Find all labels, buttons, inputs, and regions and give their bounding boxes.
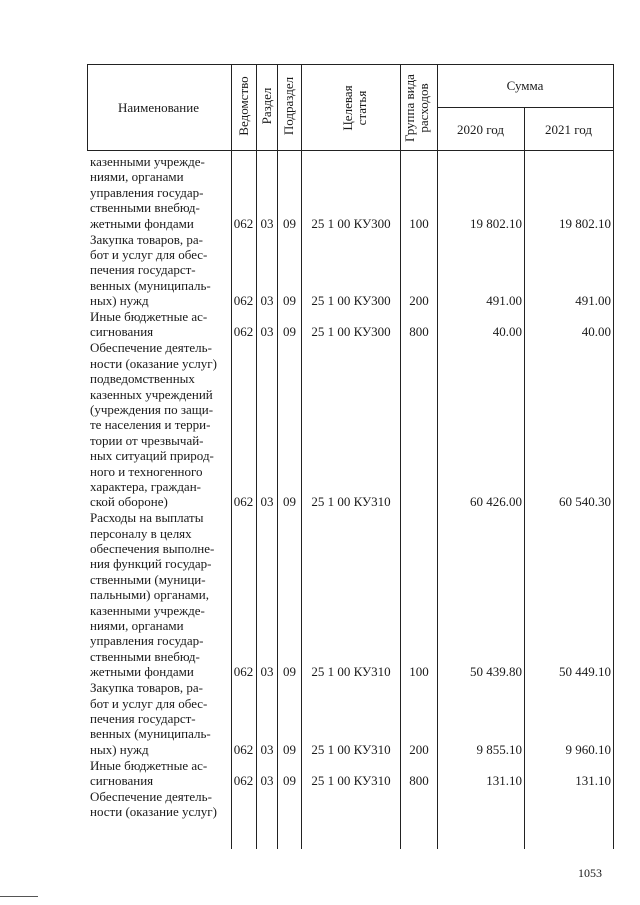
cell-group: 200	[409, 293, 429, 309]
row-name-line: управления государ-	[90, 633, 204, 649]
cell-group: 800	[409, 324, 429, 340]
row-name-line: ных ситуаций природ-	[90, 448, 214, 464]
row-name-line: Обеспечение деятель-	[90, 340, 212, 356]
row-name-line: сигнования	[90, 773, 154, 788]
cell-subsection: 09	[283, 215, 296, 231]
row-name-line: ственными внебюд-	[90, 200, 200, 216]
cell-sum-2021: 60 540.30	[559, 494, 611, 510]
cell-group: 800	[409, 773, 429, 788]
row-name-line: персоналу в целях	[90, 525, 192, 541]
header-expense-group	[403, 68, 433, 148]
cell-target: 25 1 00 КУ300	[311, 324, 391, 340]
cell-section: 03	[260, 664, 274, 680]
table-top-border	[87, 64, 614, 65]
row-name-line: жетными фондами	[90, 664, 194, 680]
header-sum: Сумма	[506, 78, 544, 93]
col-sep-subsection	[301, 64, 302, 849]
header-section: Раздел	[259, 87, 274, 125]
cell-sum-2020: 19 802.10	[470, 215, 522, 231]
header-target-line-1: Целевая	[340, 85, 355, 131]
row-name-line: ных) нужд	[90, 741, 149, 757]
cell-subsection: 09	[283, 664, 296, 680]
row-name-line: бот и услуг для обес-	[90, 695, 208, 711]
cell-target: 25 1 00 КУ300	[311, 293, 391, 309]
row-name-line: сигнования	[90, 324, 154, 340]
table-left-border	[87, 64, 88, 151]
row-name-line: ности (оказание услуг)	[90, 804, 217, 820]
cell-sum-2020: 9 855.10	[476, 741, 522, 757]
scan-mark	[0, 896, 38, 897]
row-name-line: казенными учрежде-	[90, 154, 205, 169]
cell-sum-2021: 9 960.10	[565, 741, 611, 757]
cell-sum-2021: 50 449.10	[559, 664, 611, 680]
cell-sum-2021: 19 802.10	[559, 215, 611, 231]
row-name-line: ных) нужд	[90, 293, 149, 309]
header-group-line-2: расходов	[416, 83, 431, 133]
cell-section: 03	[260, 494, 274, 510]
sum-divider	[437, 107, 614, 108]
header-target-line-2: статья	[354, 90, 369, 126]
cell-sum-2020: 60 426.00	[470, 494, 522, 510]
row-name-line: подведомственных	[90, 371, 195, 387]
row-name-line: казенными учрежде-	[90, 602, 205, 618]
row-name-line: те населения и терри-	[90, 417, 211, 433]
row-name-line: венных (муниципаль-	[90, 726, 211, 742]
cell-sum-2021: 131.10	[575, 773, 611, 788]
row-name-line: казенных учреждений	[90, 386, 213, 402]
cell-target: 25 1 00 КУ310	[311, 664, 391, 680]
header-year-2020: 2020 год	[457, 122, 504, 137]
row-name-line: Закупка товаров, ра-	[90, 680, 203, 696]
col-sep-section	[277, 64, 278, 849]
cell-group: 100	[409, 664, 429, 680]
header-group-line-1: Группа вида	[402, 74, 417, 142]
row-name-line: Иные бюджетные ас-	[90, 309, 208, 324]
cell-section: 03	[260, 215, 274, 231]
row-name-line: ской обороне)	[90, 494, 168, 510]
cell-subsection: 09	[283, 494, 296, 510]
row-name-line: пальными) органами,	[90, 587, 209, 603]
header-year-2021: 2021 год	[545, 122, 592, 137]
row-name-line: печения государст-	[90, 262, 196, 278]
cell-sum-2020: 40.00	[492, 324, 522, 340]
cell-section: 03	[260, 324, 274, 340]
cell-sum-2021: 491.00	[575, 293, 611, 309]
cell-group: 100	[409, 215, 429, 231]
table-right-border	[613, 64, 614, 849]
cell-section: 03	[260, 293, 274, 309]
row-name-line: бот и услуг для обес-	[90, 246, 208, 262]
cell-ministry: 062	[233, 324, 254, 340]
row-name-line: жетными фондами	[90, 215, 194, 231]
cell-subsection: 09	[283, 293, 296, 309]
cell-sum-2020: 50 439.80	[470, 664, 522, 680]
row-name-line: ности (оказание услуг)	[90, 355, 217, 371]
row-name-line: ственными внебюд-	[90, 648, 200, 664]
cell-subsection: 09	[283, 741, 296, 757]
row-name-line: Закупка товаров, ра-	[90, 231, 203, 247]
row-name-line: ного и техногенного	[90, 463, 203, 479]
row-name-line: ственными (муници-	[90, 571, 206, 587]
row-name-line: характера, граждан-	[90, 478, 201, 494]
row-name-line: венных (муниципаль-	[90, 277, 211, 293]
cell-group: 200	[409, 741, 429, 757]
row-name-line: печения государст-	[90, 710, 196, 726]
cell-sum-2021: 40.00	[581, 324, 611, 340]
cell-sum-2020: 131.10	[486, 773, 522, 788]
cell-subsection: 09	[283, 324, 296, 340]
cell-section: 03	[260, 741, 274, 757]
row-name-line: Расходы на выплаты	[90, 510, 204, 526]
header-name: Наименование	[118, 100, 199, 115]
cell-ministry: 062	[233, 494, 254, 510]
cell-section: 03	[260, 773, 274, 788]
header-ministry: Ведомство	[236, 76, 251, 136]
header-target-article	[341, 68, 371, 148]
row-name-line: тории от чрезвычай-	[90, 432, 204, 448]
row-name-line: Иные бюджетные ас-	[90, 757, 208, 773]
row-name-line: ниями, органами	[90, 169, 184, 185]
row-name-line: ния функций государ-	[90, 556, 212, 572]
row-name-line: Обеспечение деятель-	[90, 788, 212, 804]
page-number: 1053	[578, 866, 602, 880]
header-subsection: Подраздел	[281, 76, 296, 136]
row-name-line: ниями, органами	[90, 618, 184, 633]
cell-target: 25 1 00 КУ310	[311, 741, 391, 757]
cell-ministry: 062	[233, 293, 254, 309]
row-name-line: управления государ-	[90, 184, 204, 200]
row-name-line: (учреждения по защи-	[90, 401, 214, 417]
cell-target: 25 1 00 КУ310	[311, 773, 391, 788]
cell-sum-2020: 491.00	[486, 293, 522, 309]
cell-target: 25 1 00 КУ310	[311, 494, 391, 510]
cell-ministry: 062	[233, 773, 254, 788]
col-sep-name	[231, 64, 232, 849]
col-sep-group	[437, 64, 438, 849]
header-bottom-border	[87, 150, 614, 151]
cell-ministry: 062	[233, 664, 254, 680]
cell-target: 25 1 00 КУ300	[311, 215, 391, 231]
cell-ministry: 062	[233, 215, 254, 231]
cell-ministry: 062	[233, 741, 254, 757]
cell-subsection: 09	[283, 773, 296, 788]
col-sep-target	[400, 64, 401, 849]
col-sep-ministry	[256, 64, 257, 849]
row-name-line: обеспечения выполне-	[90, 541, 215, 556]
